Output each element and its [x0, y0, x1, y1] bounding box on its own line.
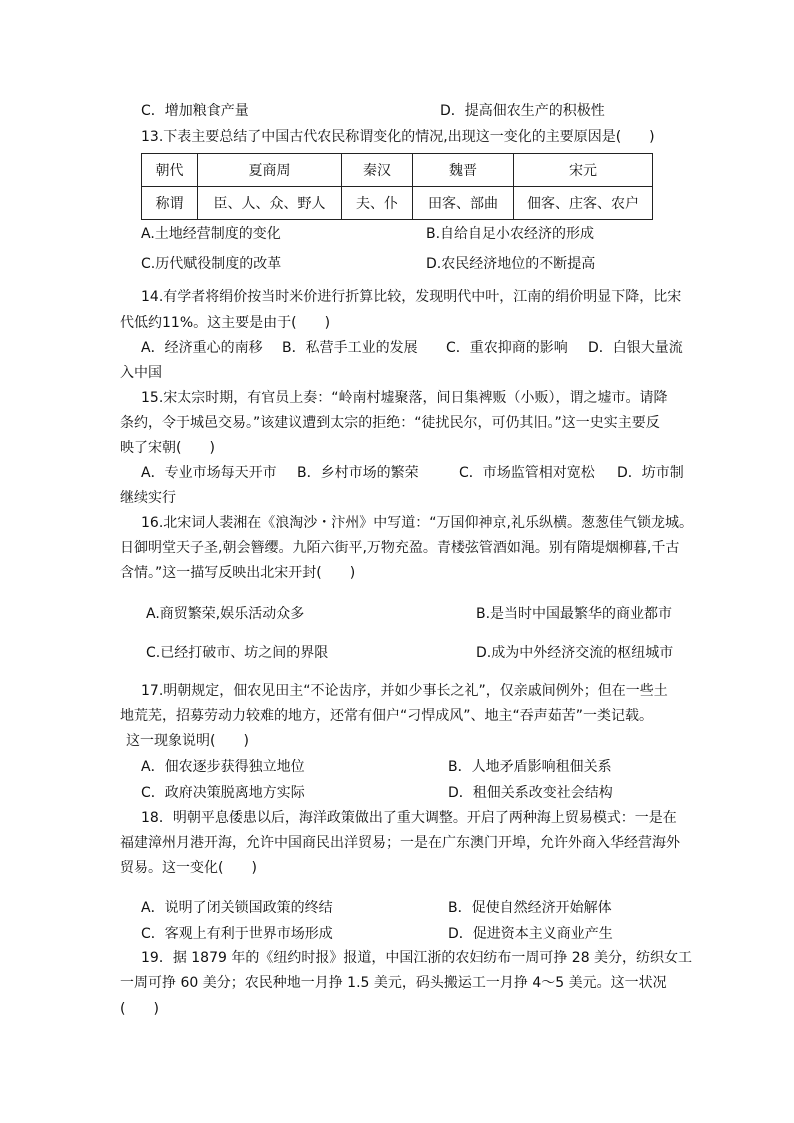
q13-option-c[interactable]: C.历代赋役制度的改革 [141, 256, 282, 272]
q16-stem-line2: 日御明堂天子圣,朝会簪缨。九陌六街平,万物充盈。青楼弦管酒如渑。别有隋堤烟柳暮,千古 [120, 540, 680, 556]
q15-stem-line2: 条约，令于城邑交易。”该建议遭到太宗的拒绝：“徒扰民尔，可仍其旧。”这一史实主要反 [120, 415, 660, 431]
table-cell: 臣、人、众、野人 [198, 187, 342, 220]
q15-option-d[interactable]: D．坊市制 [617, 465, 684, 481]
q13-option-a[interactable]: A.土地经营制度的变化 [141, 226, 281, 242]
q13-option-b[interactable]: B.自给自足小农经济的形成 [426, 226, 595, 242]
q17-stem-line1: 17.明朝规定，佃农见田主“不论齿序，并如少事长之礼”，仅亲戚间例外；但在一些土 [141, 683, 668, 699]
q15-stem-line1: 15.宋太宗时期，有官员上奏：“岭南村墟聚落，间日集裨贩（小贩），谓之墟市。请降 [141, 390, 668, 406]
q16-option-c[interactable]: C.已经打破市、坊之间的界限 [146, 645, 329, 661]
q16-option-b[interactable]: B.是当时中国最繁华的商业都市 [476, 606, 673, 622]
q14-option-d-continued: 入中国 [120, 365, 162, 381]
q14-option-a[interactable]: A．经济重心的南移 [141, 340, 263, 356]
q18-stem-line1: 18．明朝平息倭患以后，海洋政策做出了重大调整。开启了两种海上贸易模式：一是在 [141, 810, 677, 826]
q18-option-a[interactable]: A．说明了闭关锁国政策的终结 [141, 900, 333, 916]
q14-stem-line2: 代低约11%。这主要是由于( ) [120, 315, 331, 331]
q18-stem-line2: 福建漳州月港开海，允许中国商民出洋贸易；一是在广东澳门开埠，允许外商入华经营海外 [120, 835, 680, 851]
q12-option-d[interactable]: D．提高佃农生产的积极性 [440, 103, 605, 119]
table-cell: 佃客、庄客、农户 [514, 187, 653, 220]
table-cell: 称谓 [142, 187, 198, 220]
q16-stem-line1: 16.北宋词人裴湘在《浪淘沙・汴州》中写道：“万国仰神京,礼乐纵横。葱葱佳气锁龙城。 [141, 515, 693, 531]
q18-option-b[interactable]: B．促使自然经济开始解体 [448, 900, 612, 916]
q17-stem-line3: 这一现象说明( ) [126, 733, 249, 749]
q17-option-a[interactable]: A．佃农逐步获得独立地位 [141, 759, 305, 775]
table-row [142, 187, 653, 220]
q19-stem-line2: 一周可挣 60 美分；农民种地一月挣 1.5 美元，码头搬运工一月挣 4～5 美元。这一状况 [120, 975, 667, 991]
q18-option-d[interactable]: D．促进资本主义商业产生 [448, 926, 613, 942]
q15-stem-line3: 映了宋朝( ) [120, 440, 215, 456]
table-cell: 朝代 [142, 154, 198, 187]
q13-option-d[interactable]: D.农民经济地位的不断提高 [426, 256, 596, 272]
q14-stem-line1: 14.有学者将绢价按当时米价进行折算比较，发现明代中叶，江南的绢价明显下降，比宋 [141, 289, 682, 305]
q18-stem-line3: 贸易。这一变化( ) [120, 860, 257, 876]
q17-option-b[interactable]: B．人地矛盾影响租佃关系 [448, 759, 612, 775]
q17-option-c[interactable]: C．政府决策脱离地方实际 [141, 785, 305, 801]
table-cell: 秦汉 [342, 154, 413, 187]
q18-option-c[interactable]: C．客观上有利于世界市场形成 [141, 926, 333, 942]
q16-option-d[interactable]: D.成为中外经济交流的枢纽城市 [476, 645, 674, 661]
table-cell: 夫、仆 [342, 187, 413, 220]
q14-option-c[interactable]: C．重农抑商的影响 [446, 340, 568, 356]
q19-stem-line3: ( ) [120, 1001, 159, 1017]
table-cell: 田客、部曲 [413, 187, 514, 220]
q13-stem: 13.下表主要总结了中国古代农民称谓变化的情况,出现这一变化的主要原因是( ) [141, 129, 655, 145]
table-cell: 宋元 [514, 154, 653, 187]
q15-option-c[interactable]: C．市场监管相对宽松 [459, 465, 595, 481]
table-row [142, 154, 653, 187]
table-cell: 夏商周 [198, 154, 342, 187]
q17-option-d[interactable]: D．租佃关系改变社会结构 [448, 785, 613, 801]
q19-stem-line1: 19．据 1879 年的《纽约时报》报道，中国江浙的农妇纺布一周可挣 28 美分，纺织女工 [141, 950, 693, 966]
q15-option-a[interactable]: A．专业市场每天开市 [141, 465, 277, 481]
q14-option-b[interactable]: B．私营手工业的发展 [282, 340, 418, 356]
q15-option-b[interactable]: B．乡村市场的繁荣 [297, 465, 419, 481]
q13-table [141, 153, 653, 220]
q17-stem-line2: 地荒芜，招募劳动力较难的地方，还常有佃户“刁悍成风”、地主“吞声茹苦”一类记载。 [120, 708, 654, 724]
q16-option-a[interactable]: A.商贸繁荣,娱乐活动众多 [146, 606, 305, 622]
q15-option-d-continued: 继续实行 [120, 490, 176, 506]
table-cell: 魏晋 [413, 154, 514, 187]
q16-stem-line3: 含情。”这一描写反映出北宋开封( ) [120, 565, 356, 581]
q14-option-d[interactable]: D．白银大量流 [588, 340, 683, 356]
q12-option-c[interactable]: C．增加粮食产量 [141, 103, 249, 119]
